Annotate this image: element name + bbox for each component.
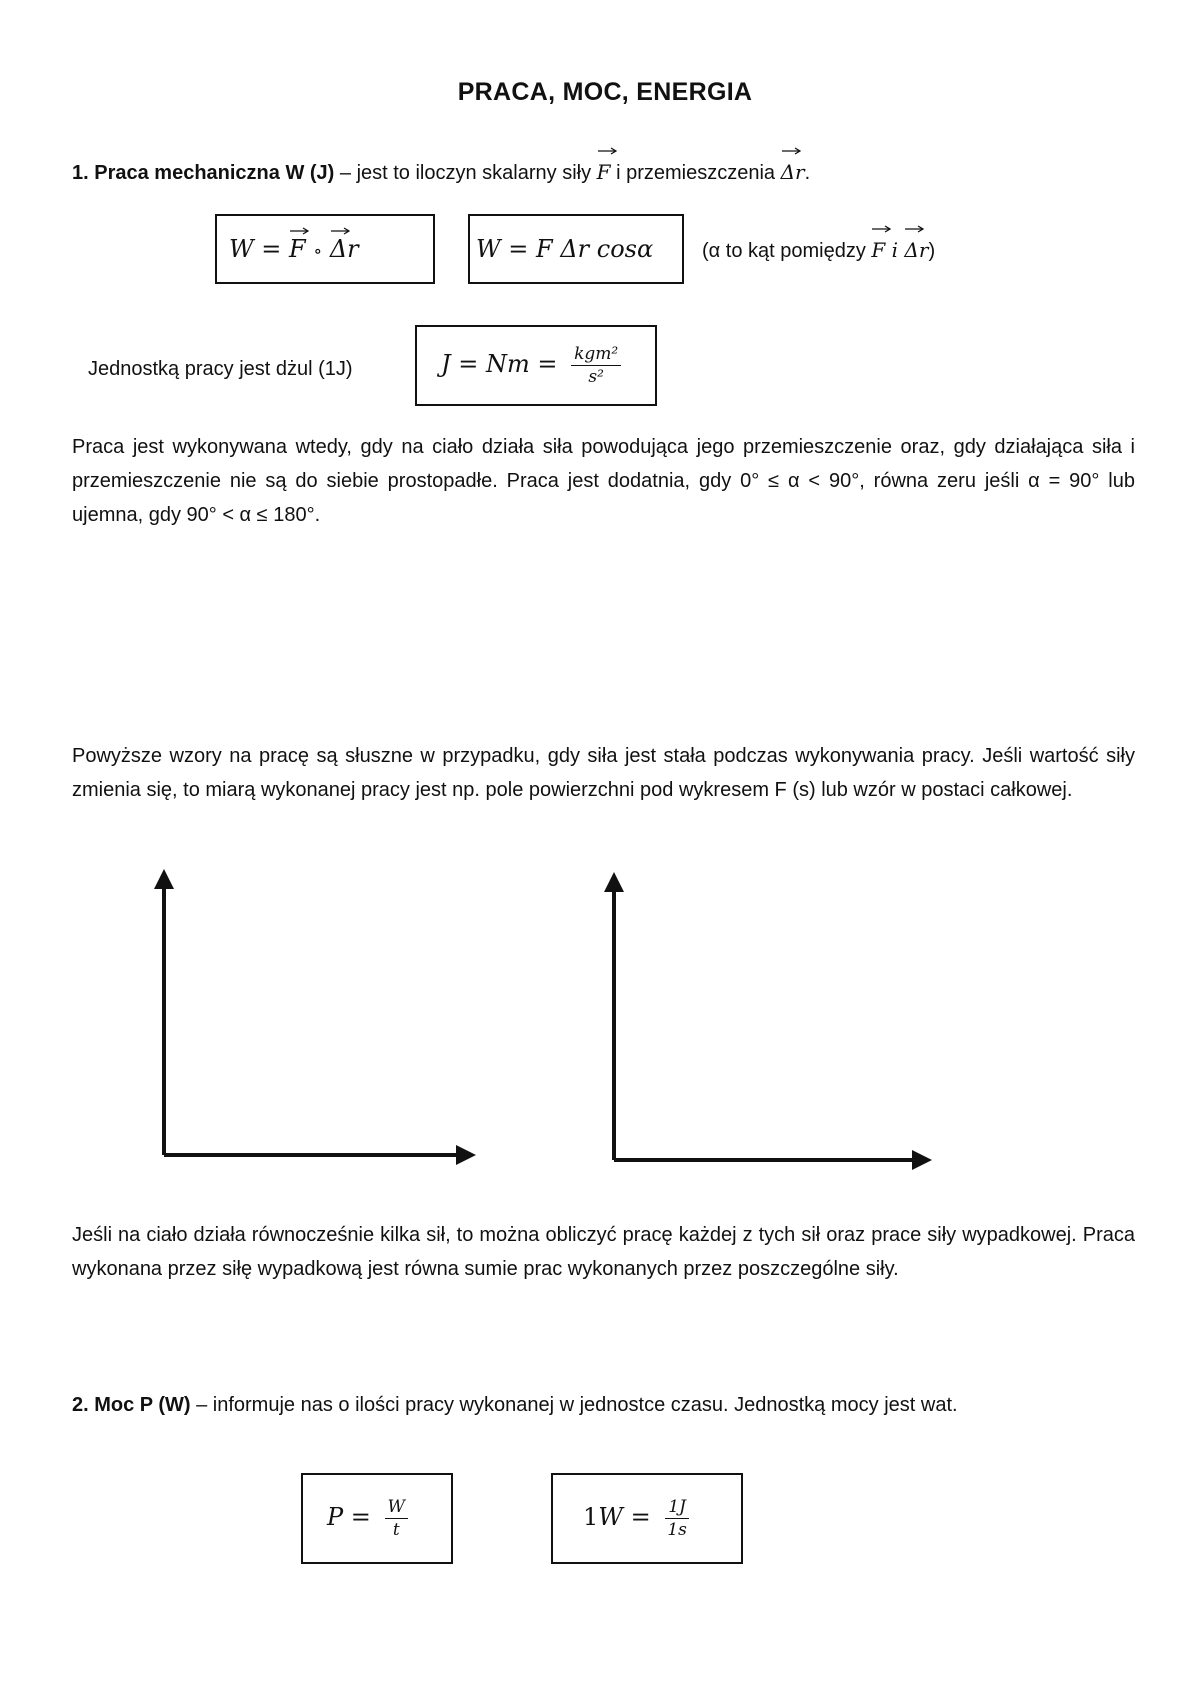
section2-text: – informuje nas o ilości pracy wykonanej w jednostce czasu. Jednostką mocy jest wat.	[190, 1394, 958, 1416]
section1-intro: – jest to iloczyn skalarny siły	[334, 162, 597, 184]
section1-intro-mid: i przemieszczenia	[610, 162, 781, 184]
section2-line	[72, 1388, 958, 1422]
joule-formula-box	[415, 325, 657, 406]
watt-formula-box	[551, 1473, 743, 1564]
resultant-force-paragraph: Jeśli na ciało działa równocześnie kilka sił, to można obliczyć pracę każdej z tych sił oraz prace siły wypadkowej. Praca wykonana przez siłę wypadkową jest równa sumie prac wykonanych przez poszczególne siły.	[72, 1224, 1135, 1280]
empty-graph-axes-left	[150, 855, 490, 1170]
variable-force-paragraph: Powyższe wzory na pracę są słuszne w przypadku, gdy siła jest stała podczas wykonywania pracy. Jeśli wartość siły zmienia się, to miarą wykonanej pracy jest np. pole powierzchni pod wykresem F (s) lub wzór w postaci całkowej.	[72, 745, 1135, 801]
section1-intro-line	[72, 155, 810, 190]
work-cos-formula-box	[468, 214, 684, 284]
section2-heading: 2. Moc P (W)	[72, 1394, 191, 1416]
joule-formula: J = Nm = $\frac{\text{kgm²}}{\text{s²}}$	[441, 344, 621, 387]
work-unit-text: Jednostką pracy jest dżul (1J)	[88, 358, 353, 380]
power-formula-box	[301, 1473, 453, 1564]
work-dot-product-formula: W = F ∘ Δr	[229, 235, 359, 263]
work-conditions-paragraph: Praca jest wykonywana wtedy, gdy na ciało działa siła powodująca jego przemieszczenie oraz, gdy działająca siła i przemieszczenie nie są do siebie prostopadłe. Praca jest dodatnia, gdy 0° ≤ α < 90°, równa zeru jeśli α = 90° lub ujemna, gdy 90° < α ≤ 180°.	[72, 436, 1135, 526]
work-cos-formula: W = F Δr cosα	[476, 235, 654, 263]
section1-intro-end: .	[804, 162, 811, 184]
force-vector-symbol: F	[597, 155, 611, 189]
section1-heading: 1. Praca mechaniczna W (J)	[72, 162, 335, 184]
watt-formula: 1W = $\frac{1J}{1s}$	[583, 1497, 690, 1540]
page-title: PRACA, MOC, ENERGIA	[457, 78, 753, 106]
power-formula: P = $\frac{W}{t}$	[327, 1497, 408, 1540]
displacement-vector-symbol: Δr	[781, 155, 805, 189]
angle-note: (α to kąt pomiędzy F i Δr)	[702, 233, 935, 268]
empty-graph-axes-right	[600, 858, 940, 1173]
work-dot-product-formula-box	[215, 214, 435, 284]
